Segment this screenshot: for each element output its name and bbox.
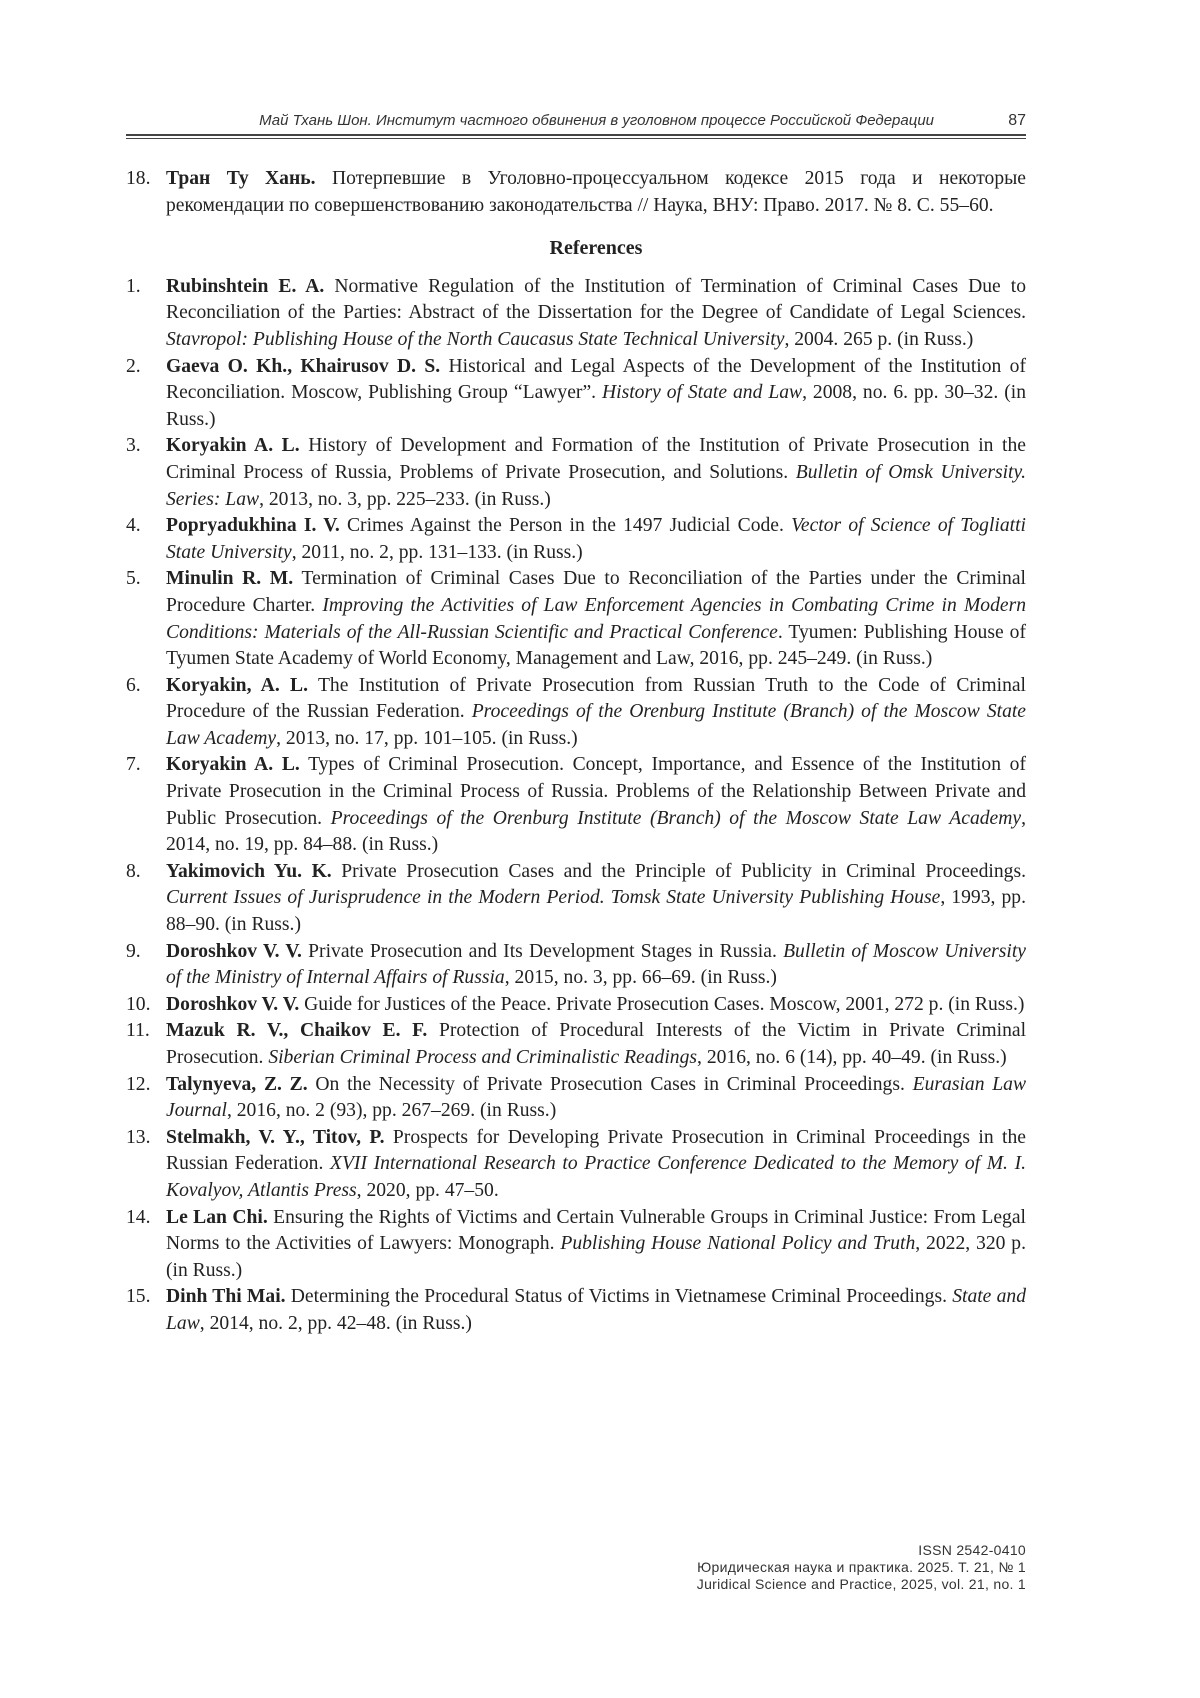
reference-number: 5. [126,568,141,590]
reference-authors: Тран Ту Хань. [166,168,316,189]
reference-title: Ensuring the Rights of Victims and Certain Vulnerable Groups in Criminal Justice: From Legal Norms to the Activities of Lawyers: Monograph. [166,1206,1026,1255]
references-heading: References [549,237,643,260]
reference-source: Siberian Criminal Process and Criminalistic Readings [268,1047,698,1068]
reference-number: 4. [126,515,141,537]
reference-details: , 2004. 265 p. (in Russ.) [784,328,974,350]
reference-source: Proceedings of the Orenburg Institute (Branch) of the Moscow State Law Academy [166,701,1027,749]
issn: ISSN 2542-0410 [918,1542,1026,1558]
reference-details: , 2011, no. 2, pp. 131–133. (in Russ.) [291,541,583,563]
reference-number: 7. [126,754,141,776]
reference-number: 10. [126,993,151,1015]
reference-item [126,1205,1026,1285]
reference-authors: Stelmakh, V. Y., Titov, P. [166,1126,385,1148]
reference-authors: Yakimovich Yu. K. [166,860,332,882]
reference-number: 11. [126,1020,150,1042]
reference-item [126,513,1026,566]
reference-title: Termination of Criminal Cases Due to Reconciliation of the Parties under the Criminal Procedure Charter. [166,568,1026,616]
reference-title: On the Necessity of Private Prosecution Cases in Criminal Proceedings. [307,1073,913,1095]
reference-source: Improving the Activities of Law Enforcement Agencies in Combating Crime in Modern Conditions: Materials of the All-Russian Scientific and Practical Conference [166,594,1027,643]
reference-source: Stavropol: Publishing House of the North Caucasus State Technical University [166,328,785,350]
reference-details: , 1993, pp. 88–90. (in Russ.) [166,887,1026,936]
reference-title: The Institution of Private Prosecution from Russian Truth to the Code of Criminal Procedure of the Russian Federation. [166,674,1027,723]
reference-authors: Koryakin, A. L. [166,674,308,696]
journal-footer [697,1542,1026,1593]
reference-details: , 2020, pp. 47–50. [356,1179,499,1201]
header-rule [126,134,1026,136]
reference-title: Historical and Legal Aspects of the Development of the Institution of Reconciliation. Moscow, Publishing Group “Lawyer”. [166,355,1026,404]
reference-details: , 2022, 320 p. (in Russ.) [166,1233,1026,1281]
reference-title: Types of Criminal Prosecution. Concept, Importance, and Essence of the Institution of Private Prosecution in the Criminal Process of Russia. Problems of the Relationship Between Private and Public Prosecution. [166,754,1026,829]
reference-details: , 2015, no. 3, pp. 66–69. (in Russ.) [504,967,777,989]
reference-authors: Gaeva O. Kh., Khairusov D. S. [166,355,441,377]
reference-authors: Popryadukhina I. V. [166,515,340,537]
journal-title-en: Juridical Science and Practice, 2025, vol. 21, no. 1 [696,1576,1026,1592]
reference-title: Guide for Justices of the Peace. Private Prosecution Cases. Moscow, 2001, 272 p. (in Russ.) [299,993,1025,1015]
reference-source: Vector of Science of Togliatti State University [166,515,1026,563]
page-number: 87 [1008,112,1026,129]
reference-item [126,1125,1026,1205]
reference-source: Eurasian Law Journal [166,1073,1027,1122]
reference-source: XVII International Research to Practice Conference Dedicated to the Memory of M. I. Kovalyov, Atlantis Press [166,1153,1026,1201]
reference-number: 2. [126,355,141,377]
reference-authors: Mazuk R. V., Chaikov E. F. [166,1020,428,1042]
reference-title: Private Prosecution Cases and the Principle of Publicity in Criminal Proceedings. [331,860,1026,882]
reference-authors: Talynyeva, Z. Z. [166,1073,308,1095]
reference-title: Protection of Procedural Interests of the Victim in Private Criminal Prosecution. [166,1020,1027,1068]
reference-number: 14. [126,1206,151,1228]
reference-details: , 2014, no. 2, pp. 42–48. (in Russ.) [199,1312,472,1334]
reference-list [126,274,1026,1338]
reference-authors: Le Lan Chi. [166,1206,268,1228]
reference-authors: Minulin R. M. [166,568,294,590]
reference-source: Proceedings of the Orenburg Institute (Branch) of the Moscow State Law Academy [330,807,1022,829]
reference-title: Crimes Against the Person in the 1497 Judicial Code. [339,515,792,537]
reference-item [126,859,1026,939]
reference-authors: Doroshkov V. V. [166,940,302,962]
reference-authors: Dinh Thi Mai. [166,1286,286,1308]
reference-item [126,939,1026,992]
reference-authors: Doroshkov V. V. [166,993,300,1015]
reference-item [126,274,1026,354]
reference-item [126,433,1026,513]
reference-source: Current Issues of Jurisprudence in the Modern Period. Tomsk State University Publishing House [166,887,941,909]
reference-details: . Tyumen: Publishing House of Tyumen State Academy of World Economy, Management and Law, 2016, pp. 245–249. (in Russ.) [166,621,1026,670]
reference-item [126,566,1026,672]
russian-reference-list [126,166,1026,219]
reference-item [126,673,1026,753]
reference-authors: Rubinshtein E. A. [166,275,325,297]
reference-number: 1. [126,275,141,297]
reference-number: 13. [126,1126,151,1148]
reference-item [126,166,1026,219]
reference-item [126,1284,1026,1337]
reference-details: , 2008, no. 6. pp. 30–32. (in Russ.) [166,382,1026,430]
reference-details: , 2016, no. 6 (14), pp. 40–49. (in Russ.) [697,1047,1007,1068]
reference-number: 15. [126,1286,151,1308]
header-rule-thin [126,138,1026,139]
reference-number: 18. [126,168,151,189]
reference-number: 6. [126,674,141,696]
reference-details: , 2016, no. 2 (93), pp. 267–269. (in Russ.) [226,1100,557,1122]
reference-authors: Koryakin A. L. [166,754,300,776]
reference-item [126,752,1026,858]
reference-title: Determining the Procedural Status of Victims in Vietnamese Criminal Proceedings. [285,1286,953,1308]
reference-source: State and Law [166,1286,1027,1334]
reference-source: History of State and Law [601,382,803,404]
reference-details: , 2014, no. 19, pp. 84–88. (in Russ.) [166,807,1026,856]
reference-source: Publishing House National Policy and Truth [560,1233,916,1255]
reference-number: 8. [126,860,141,882]
reference-item [126,1072,1026,1125]
reference-source: Bulletin of Omsk University. Series: Law [166,461,1026,510]
reference-authors: Koryakin A. L. [166,435,300,457]
reference-source: Bulletin of Moscow University of the Ministry of Internal Affairs of Russia [166,940,1026,989]
reference-item [126,354,1026,434]
reference-title: Потерпевшие в Уголовно-процессуальном кодексе 2015 года и некоторые рекомендации по совершенствованию законодательства // Наука, ВНУ: Право. 2017. № 8. С. 55–60. [166,168,1026,216]
reference-number: 9. [126,940,141,962]
reference-details: , 2013, no. 3, pp. 225–233. (in Russ.) [259,488,551,510]
reference-number: 12. [126,1073,151,1095]
page-content [126,166,1026,1338]
reference-title: History of Development and Formation of the Institution of Private Prosecution in the Criminal Process of Russia, Problems of Private Prosecution, and Solutions. [166,435,1026,483]
reference-details: , 2013, no. 17, pp. 101–105. (in Russ.) [276,727,578,749]
reference-number: 3. [126,435,141,457]
running-title: Май Тхань Шон. Институт частного обвинения в уголовном процессе Российской Федерации [259,112,934,129]
reference-item [126,992,1026,1019]
reference-item [126,1018,1026,1071]
reference-title: Private Prosecution and Its Development Stages in Russia. [301,940,784,962]
reference-title: Normative Regulation of the Institution of Termination of Criminal Cases Due to Reconciliation of the Parties: Abstract of the Dissertation for the Degree of Candidate of Legal Sciences. [166,275,1026,324]
journal-title-ru: Юридическая наука и практика. 2025. Т. 21, № 1 [697,1559,1026,1575]
reference-title: Prospects for Developing Private Prosecution in Criminal Proceedings in the Russian Federation. [166,1126,1026,1175]
